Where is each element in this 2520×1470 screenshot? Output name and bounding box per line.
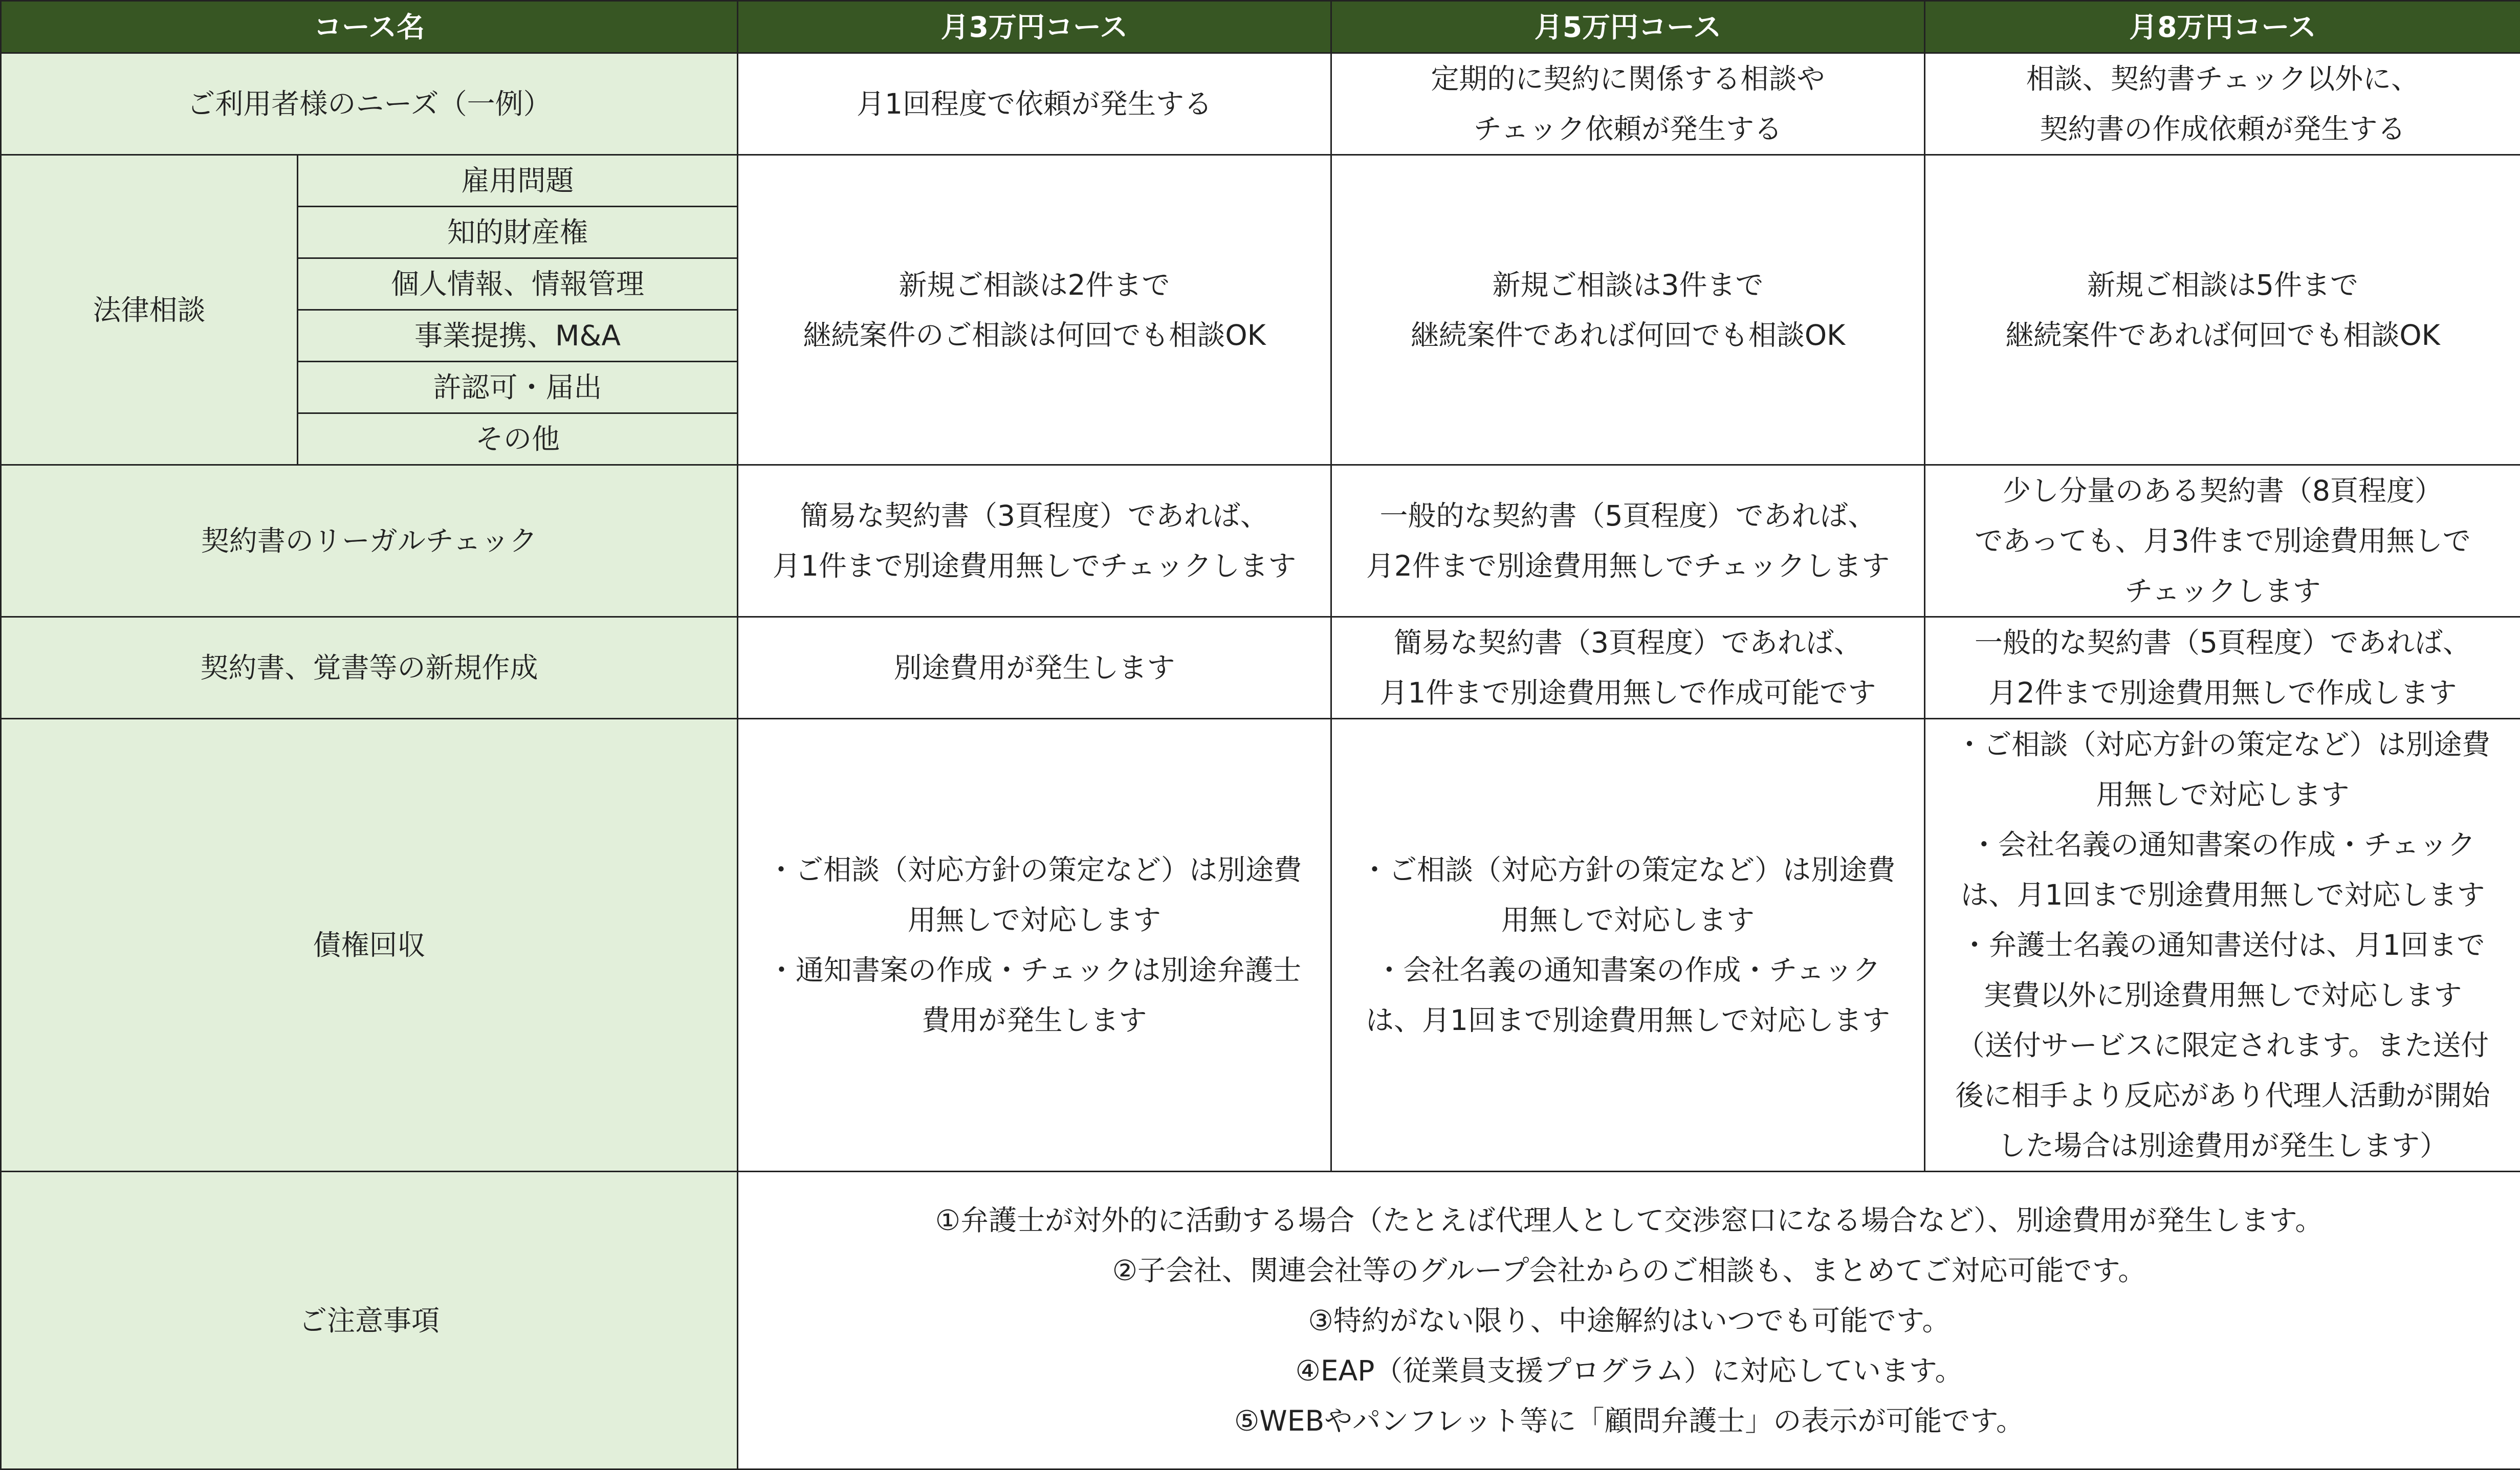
- collect-plan1: [738, 719, 1331, 1172]
- create-plan2: [1331, 617, 1925, 719]
- collect-plan3-line: ・ご相談（対応方針の策定など）は別途費: [1931, 719, 2515, 770]
- collect-plan3-line: 用無しで対応します: [1931, 770, 2515, 820]
- collect-row: [1, 719, 2520, 1172]
- collect-plan2-line: ・ご相談（対応方針の策定など）は別途費: [1337, 845, 1919, 895]
- legal-plan2-line: 新規ご相談は3件まで: [1337, 260, 1919, 310]
- collect-plan3-line: （送付サービスに限定されます。また送付: [1931, 1020, 2515, 1070]
- needs-label: ご利用者様のニーズ（一例）: [1, 53, 738, 155]
- legal-plan1: [738, 155, 1331, 465]
- check-row: [1, 465, 2520, 617]
- collect-plan3-line: した場合は別途費用が発生します）: [1931, 1121, 2515, 1171]
- check-plan1: [738, 465, 1331, 617]
- create-plan3-line: 一般的な契約書（5頁程度）であれば、: [1931, 618, 2515, 668]
- collect-plan2-line: ・会社名義の通知書案の作成・チェック: [1337, 945, 1919, 995]
- legal-plan2-line: 継続案件であれば何回でも相談OK: [1337, 310, 1919, 360]
- note-item: ②子会社、関連会社等のグループ会社からのご相談も、まとめてご対応可能です。: [743, 1245, 2515, 1296]
- needs-plan1: [738, 53, 1331, 155]
- legal-plan2: [1331, 155, 1925, 465]
- check-plan3-line: チェックします: [1931, 566, 2515, 616]
- collect-plan3-line: 実費以外に別途費用無しで対応します: [1931, 970, 2515, 1020]
- needs-plan3-line: 契約書の作成依頼が発生する: [1931, 104, 2515, 154]
- create-plan3-line: 月2件まで別途費用無しで作成します: [1931, 668, 2515, 718]
- create-plan1: [738, 617, 1331, 719]
- legal-subitem: 許認可・届出: [298, 362, 738, 413]
- collect-plan3-line: ・会社名義の通知書案の作成・チェック: [1931, 820, 2515, 870]
- legal-plan1-line: 新規ご相談は2件まで: [743, 260, 1325, 310]
- check-plan2: [1331, 465, 1925, 617]
- legal-label: 法律相談: [1, 155, 298, 465]
- create-plan2-line: 簡易な契約書（3頁程度）であれば、: [1337, 618, 1919, 668]
- note-item: ⑤WEBやパンフレット等に「顧問弁護士」の表示が可能です。: [743, 1396, 2515, 1446]
- plan-header-5man: 月5万円コース: [1331, 1, 1925, 53]
- create-plan2-line: 月1件まで別途費用無しで作成可能です: [1337, 668, 1919, 718]
- collect-plan3: [1925, 719, 2520, 1172]
- legal-row: [1, 155, 2520, 207]
- needs-plan2: [1331, 53, 1925, 155]
- legal-plan1-line: 継続案件のご相談は何回でも相談OK: [743, 310, 1325, 360]
- legal-plan3-line: 新規ご相談は5件まで: [1931, 260, 2515, 310]
- needs-plan2-line: チェック依頼が発生する: [1337, 104, 1919, 154]
- collect-plan1-line: ・通知書案の作成・チェックは別途弁護士: [743, 945, 1325, 995]
- plan-header-3man: 月3万円コース: [738, 1, 1331, 53]
- needs-plan2-line: 定期的に契約に関係する相談や: [1337, 54, 1919, 104]
- needs-plan3-line: 相談、契約書チェック以外に、: [1931, 54, 2515, 104]
- collect-plan1-line: 費用が発生します: [743, 995, 1325, 1045]
- create-label: 契約書、覚書等の新規作成: [1, 617, 738, 719]
- create-row: [1, 617, 2520, 719]
- collect-plan1-line: 用無しで対応します: [743, 895, 1325, 945]
- needs-row: [1, 53, 2520, 155]
- note-item: ①弁護士が対外的に活動する場合（たとえば代理人として交渉窓口になる場合など）、別途費用が発生します。: [743, 1195, 2515, 1245]
- needs-plan3: [1925, 53, 2520, 155]
- check-plan3: [1925, 465, 2520, 617]
- legal-subitem: 雇用問題: [298, 155, 738, 207]
- legal-subitem: 個人情報、情報管理: [298, 258, 738, 310]
- notes-label: ご注意事項: [1, 1172, 738, 1469]
- legal-plan3: [1925, 155, 2520, 465]
- create-plan1-line: 別途費用が発生します: [743, 643, 1325, 693]
- check-plan2-line: 一般的な契約書（5頁程度）であれば、: [1337, 491, 1919, 541]
- legal-plan3-line: 継続案件であれば何回でも相談OK: [1931, 310, 2515, 360]
- collect-plan1-line: ・ご相談（対応方針の策定など）は別途費: [743, 845, 1325, 895]
- collect-plan2: [1331, 719, 1925, 1172]
- needs-plan1-line: 月1回程度で依頼が発生する: [743, 79, 1325, 129]
- notes-row: [1, 1172, 2520, 1469]
- plan-header-8man: 月8万円コース: [1925, 1, 2520, 53]
- collect-plan2-line: 用無しで対応します: [1337, 895, 1919, 945]
- check-plan1-line: 簡易な契約書（3頁程度）であれば、: [743, 491, 1325, 541]
- check-label: 契約書のリーガルチェック: [1, 465, 738, 617]
- legal-subitem: 知的財産権: [298, 207, 738, 258]
- collect-plan3-line: ・弁護士名義の通知書送付は、月1回まで: [1931, 920, 2515, 970]
- legal-subitem: その他: [298, 413, 738, 465]
- notes-content: [738, 1172, 2520, 1469]
- course-name-header: コース名: [1, 1, 738, 53]
- check-plan3-line: であっても、月3件まで別途費用無しで: [1931, 516, 2515, 566]
- note-item: ③特約がない限り、中途解約はいつでも可能です。: [743, 1296, 2515, 1346]
- collect-plan3-line: 後に相手より反応があり代理人活動が開始: [1931, 1070, 2515, 1121]
- collect-plan3-line: は、月1回まで別途費用無しで対応します: [1931, 870, 2515, 920]
- collect-plan2-line: は、月1回まで別途費用無しで対応します: [1337, 995, 1919, 1045]
- collect-label: 債権回収: [1, 719, 738, 1172]
- header-row: [1, 1, 2520, 53]
- check-plan1-line: 月1件まで別途費用無しでチェックします: [743, 541, 1325, 591]
- check-plan2-line: 月2件まで別途費用無しでチェックします: [1337, 541, 1919, 591]
- note-item: ④EAP（従業員支援プログラム）に対応しています。: [743, 1346, 2515, 1396]
- create-plan3: [1925, 617, 2520, 719]
- check-plan3-line: 少し分量のある契約書（8頁程度）: [1931, 466, 2515, 516]
- legal-subitem: 事業提携、M&A: [298, 310, 738, 362]
